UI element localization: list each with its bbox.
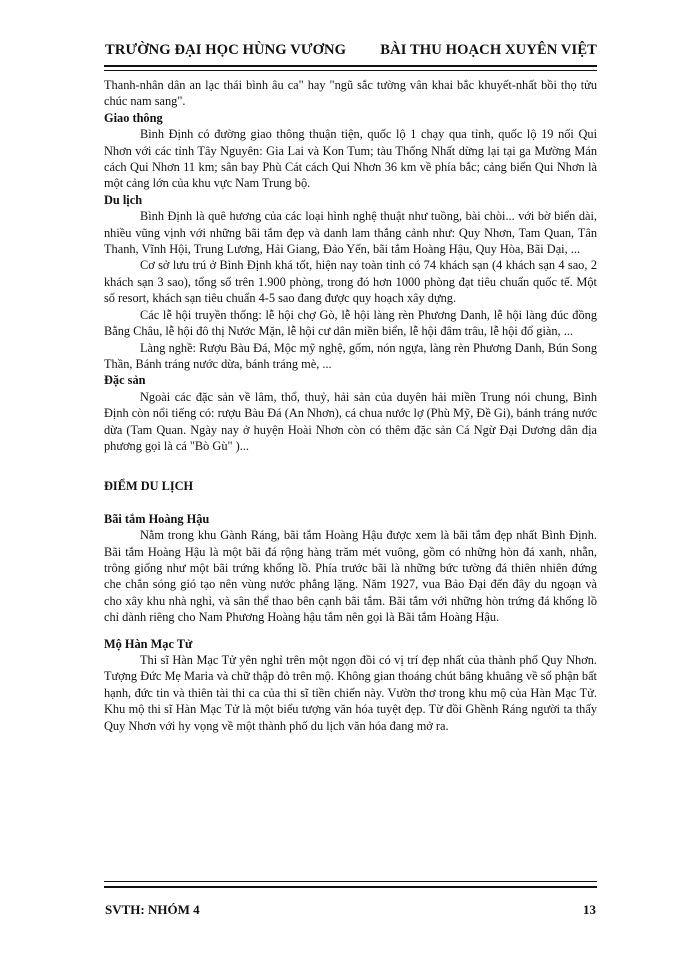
- heading-mo-han-mac-tu: Mộ Hàn Mạc Tử: [104, 636, 193, 651]
- header-rule-thin: [104, 70, 597, 71]
- heading-du-lich: Du lịch: [104, 192, 143, 207]
- page-header: [105, 42, 597, 59]
- heading-dac-san: Đặc sản: [104, 373, 146, 388]
- footer-rule-thin: [104, 881, 597, 882]
- heading-bai-tam-hoang-hau: Bãi tắm Hoàng Hậu: [104, 511, 210, 526]
- paragraph-mo-han-mac-tu: Thi sĩ Hàn Mạc Tử yên nghỉ trên một ngọn đồi có vị trí đẹp nhất của thành phố Quy Nhơn. Tượng Đức Mẹ Maria và chữ thập đỏ trên mộ. Không gian thoáng chút bâng khuâng về số phận bất hạnh, đức tin và thiên tài thi ca của thi sĩ tiền chiến này. Vườn thơ trong khu mộ của Hàn Mạc Tử. Khu mộ thi sĩ Hàn Mạc Tử là một biểu tượng văn hóa tuyệt đẹp. Từ đồi Ghềnh Ráng người ta thấy Quy Nhơn với hy vọng về một thành phố du lịch văn hóa đang mở ra.: [104, 653, 597, 733]
- header-report-title: BÀI THU HOẠCH XUYÊN VIỆT: [380, 42, 597, 58]
- page-number: 13: [583, 902, 596, 917]
- paragraph-dac-san: Ngoài các đặc sản về lâm, thổ, thuỷ, hải sản của duyên hải miền Trung nói chung, Bình Định còn nổi tiếng có: rượu Bàu Đá (An Nhơn), cá chua nước lợ (Phù Mỹ, Đề Gi), bánh tráng nước dừa (Tam Quan. Ngày nay ở huyện Hoài Nhơn còn có thêm đặc sản Cá Ngừ Đại Dương dân địa phương gọi là cá "Bò Gù" )...: [104, 389, 597, 453]
- paragraph-du-lich-3: Các lễ hội truyền thống: lễ hội chợ Gò, lễ hội làng rèn Phương Danh, lễ hội làng đúc đồng Bằng Châu, lễ hội đô thị Nước Mặn, lễ hội cư dân miền biển, lễ hội đâm trâu, lễ hội đổ giàn, ...: [104, 307, 597, 339]
- intro-paragraph: Thanh-nhân dân an lạc thái bình âu ca" hay "ngũ sắc tường vân khai bắc khuyết-nhất bồi thọ tửu chúc nam sang".: [104, 78, 597, 109]
- paragraph-du-lich-4: Làng nghề: Rượu Bàu Đá, Mộc mỹ nghệ, gốm, nón ngựa, làng rèn Phương Danh, Bún Song Thần, Bánh tráng nước dừa, bánh tráng mè, ...: [104, 340, 597, 371]
- section-title: ĐIỂM DU LỊCH: [104, 479, 194, 494]
- header-rule-thick: [104, 65, 597, 67]
- heading-giao-thong: Giao thông: [104, 110, 163, 125]
- header-school-name: TRƯỜNG ĐẠI HỌC HÙNG VƯƠNG: [105, 42, 347, 58]
- paragraph-du-lich-2: Cơ sở lưu trú ở Bình Định khá tốt, hiện nay toàn tỉnh có 74 khách sạn (4 khách sạn 4 sao, 2 khách sạn 3 sao), tổng số trên 1.900 phòng, trong đó hơn 1000 phòng đạt tiêu chuẩn quốc tế. Một số resort, khách sạn tiêu chuẩn 4-5 sao đang được quy hoạch xây dựng.: [104, 258, 597, 306]
- page-body: [104, 77, 597, 734]
- paragraph-bai-tam-hoang-hau: Nằm trong khu Gành Ráng, bãi tắm Hoàng Hậu được xem là bãi tắm đẹp nhất Bình Định. Bãi tắm Hoàng Hậu là một bãi đá rộng hàng trăm mét vuông, gồm có những hòn đá xanh, nhẵn, trông giống như một bãi trứng khổng lồ. Phía trước bãi là những bức tường đá thiên nhiên đứng che chắn sóng gió tạo nên vùng nước phẳng lặng. Năm 1927, vua Bảo Đại đến đây du ngoạn và cho xây khu nhà nghỉ, và sân thể thao bên cạnh bãi tắm. Bãi tắm với những hòn trứng đá khổng lồ chỉ dành riêng cho Nam Phương Hoàng hậu tắm nên gọi là Bãi tắm Hoàng Hậu.: [104, 528, 597, 625]
- paragraph-giao-thong: Bình Định có đường giao thông thuận tiện, quốc lộ 1 chạy qua tỉnh, quốc lộ 19 nối Qui Nhơn với các tỉnh Tây Nguyên: Gia Lai và Kon Tum; tàu Thống Nhất dừng lại tại ga Mường Mán cách Qui Nhơn 11 km; sân bay Phù Cát cách Qui Nhơn 36 km về phía bắc; cảng biển Qui Nhơn là một cảng lớn của khu vực Nam Trung bộ.: [104, 127, 597, 191]
- paragraph-du-lich-1: Bình Định là quê hương của các loại hình nghệ thuật như tuồng, bài chòi... với bờ biển dài, nhiều vũng vịnh với những bãi tắm đẹp và danh lam thắng cảnh như: Quy Nhơn, Tam Quan, Tân Thanh, Vĩnh Hội, Trung Lương, Hải Giang, Đảo Yến, bãi tắm Hoàng Hậu, Quy Hòa, Bãi Dại, ...: [104, 209, 597, 257]
- footer-author-group: SVTH: NHÓM 4: [105, 902, 200, 917]
- page-footer: [105, 902, 596, 918]
- footer-rule-thick: [104, 886, 597, 888]
